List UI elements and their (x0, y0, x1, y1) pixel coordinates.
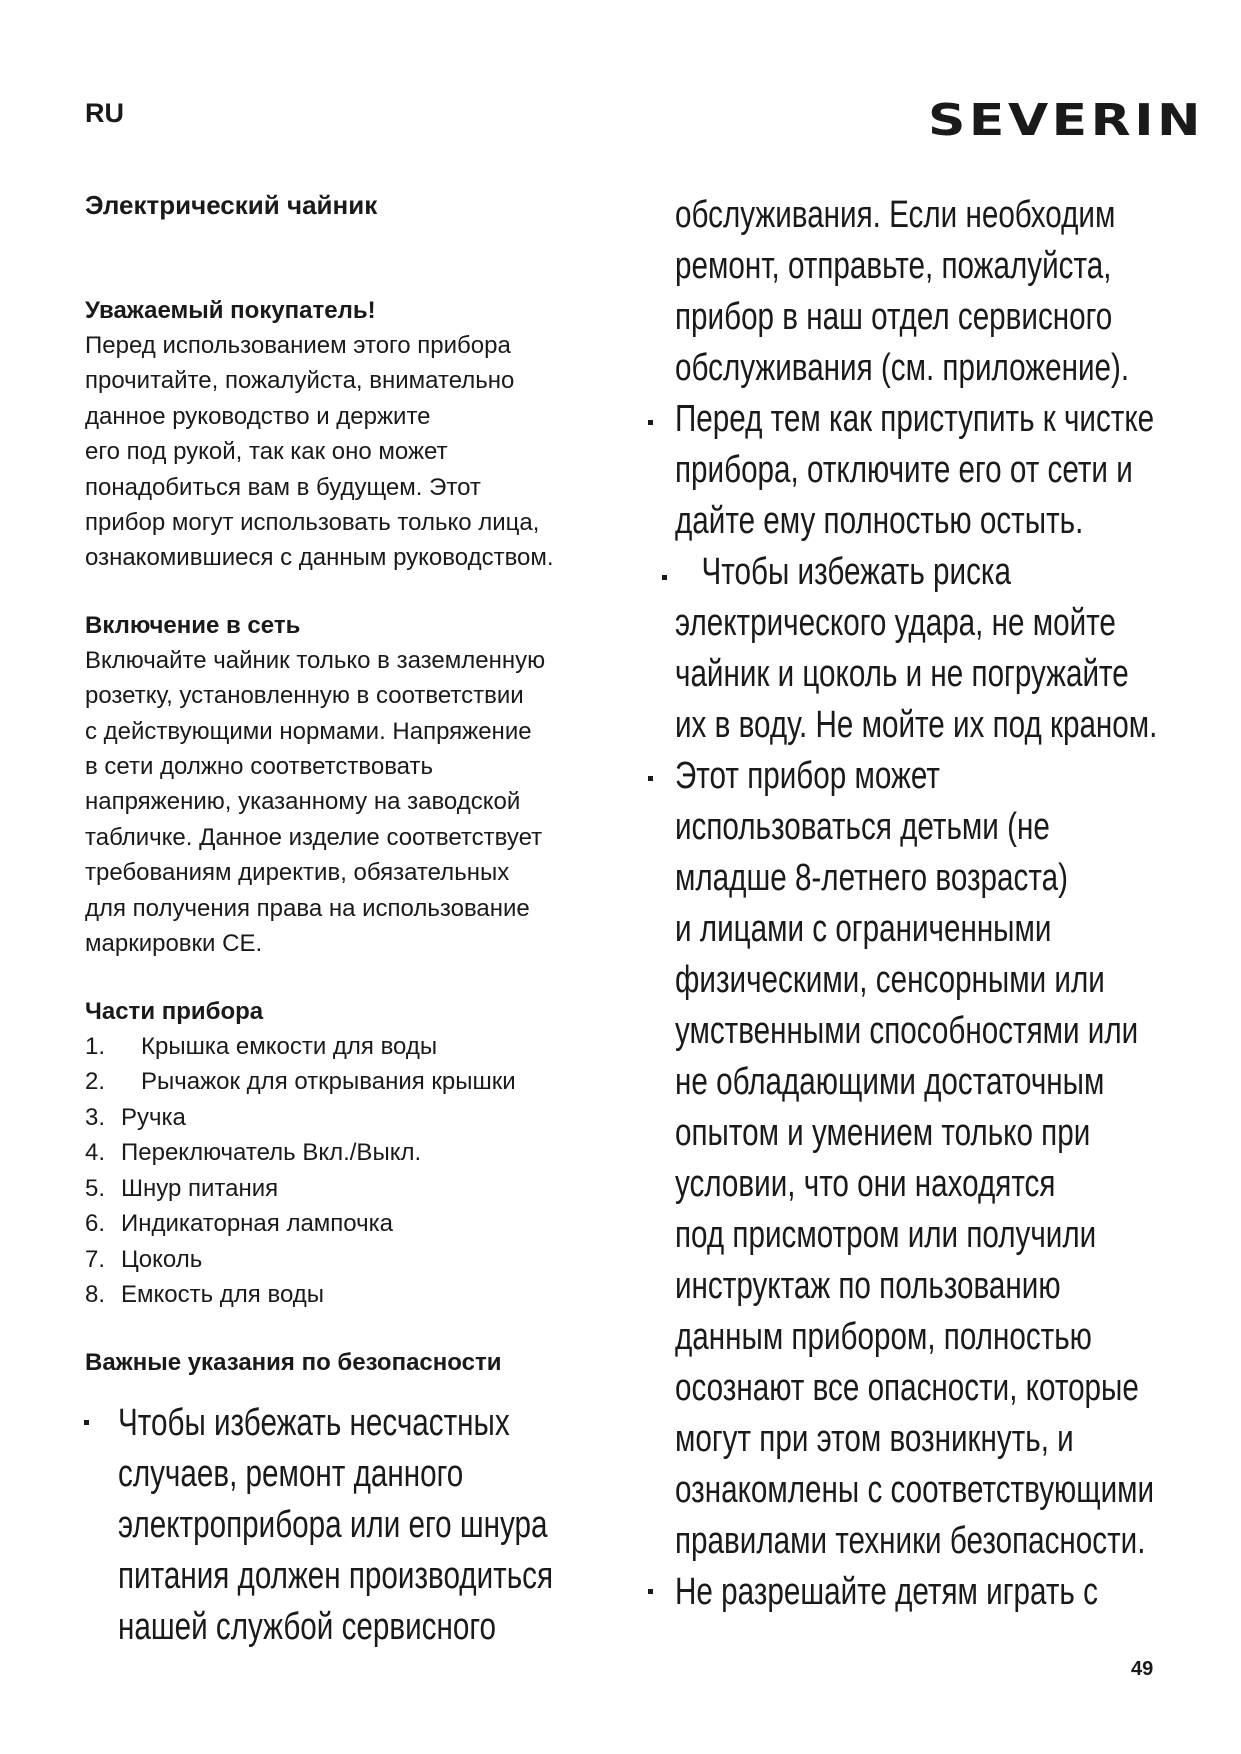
item-text: Ручка (121, 1103, 186, 1131)
safety-text-left (118, 1398, 553, 1653)
safety-line: могут при этом возникнуть, и (675, 1418, 1074, 1460)
language-code: RU (85, 98, 124, 128)
intro-line: ознакомившиеся с данным руководством. (85, 544, 554, 572)
power-line: напряжению, указанному на заводской (85, 788, 521, 816)
safety-line: ознакомлены с соответствующими (675, 1469, 1155, 1511)
power-paragraph (85, 643, 605, 962)
power-heading: Включение в сеть (85, 611, 301, 639)
safety-line: под присмотром или получили (675, 1214, 1097, 1256)
safety-line: Не разрешайте детям играть с (675, 1571, 1098, 1613)
intro-line: прочитайте, пожалуйста, внимательно (85, 367, 515, 395)
item-number: 6. (85, 1210, 106, 1237)
safety-line: обслуживания (см. приложение). (675, 347, 1130, 389)
safety-line: Чтобы избежать риска (701, 551, 1012, 593)
safety-line: не обладающими достаточным (675, 1061, 1105, 1103)
item-number: 1. (85, 1032, 106, 1060)
bullet-marker (648, 420, 653, 425)
bullet-marker (662, 575, 667, 580)
safety-line: обслуживания. Если необходим (675, 194, 1116, 236)
document-title: Электрический чайник (85, 190, 378, 220)
power-line: Включайте чайник только в заземленную (85, 646, 546, 674)
intro-line: его под рукой, так как оно может (85, 438, 448, 466)
item-number: 7. (85, 1245, 106, 1273)
safety-line: условии, что они находятся (675, 1163, 1056, 1205)
intro-line: прибор могут использовать только лица, (85, 509, 540, 537)
power-line: табличке. Данное изделие соответствует (85, 823, 543, 851)
item-number: 3. (85, 1103, 106, 1131)
safety-line: младше 8-летнего возраста) (675, 857, 1068, 899)
left-column (85, 190, 605, 1380)
safety-line: прибора, отключите его от сети и (675, 449, 1133, 491)
item-text: Крышка емкости для воды (141, 1032, 438, 1060)
intro-line: данное руководство и держите (85, 402, 431, 430)
intro-line: понадобиться вам в будущем. Этот (85, 473, 481, 501)
list-item (85, 1206, 605, 1242)
item-text: Цоколь (121, 1245, 203, 1273)
list-item (85, 1277, 605, 1313)
power-line: маркировки CE. (85, 930, 263, 958)
safety-line: электроприбора или его шнура (118, 1504, 548, 1546)
page-number: 49 (1131, 1658, 1154, 1680)
power-line: требованиям директив, обязательных (85, 859, 510, 887)
item-text: Рычажок для открывания крышки (141, 1068, 516, 1095)
power-line: с действующими нормами. Напряжение (85, 717, 532, 745)
safety-line: инструктаж по пользованию (675, 1265, 1061, 1307)
intro-heading: Уважаемый покупатель! (85, 297, 376, 324)
safety-heading: Важные указания по безопасности (85, 1348, 502, 1376)
list-item (85, 1135, 605, 1171)
item-number: 2. (85, 1068, 106, 1095)
safety-line: нашей службой сервисного (118, 1606, 497, 1648)
parts-list (85, 1029, 605, 1313)
bullet-marker (648, 1589, 653, 1594)
safety-line: дайте ему полностью остыть. (675, 500, 1084, 542)
safety-line: умственными способностями или (675, 1010, 1139, 1052)
parts-heading: Части прибора (85, 997, 264, 1025)
item-number: 8. (85, 1281, 106, 1308)
safety-line: случаев, ремонт данного (118, 1453, 464, 1495)
safety-line: питания должен производиться (118, 1555, 554, 1597)
bullet-marker (648, 776, 653, 781)
power-line: для получения права на использование (85, 894, 530, 922)
safety-line: данным прибором, полностью (675, 1316, 1092, 1358)
item-number: 4. (85, 1139, 106, 1166)
safety-line: и лицами с ограниченными (675, 908, 1052, 950)
safety-line: использоваться детьми (не (675, 806, 1050, 848)
bullet-marker (84, 1420, 89, 1425)
item-text: Шнур питания (121, 1174, 279, 1202)
safety-line: чайник и цоколь и не погружайте (675, 653, 1129, 695)
item-number: 5. (85, 1174, 106, 1202)
safety-line: Перед тем как приступить к чистке (675, 398, 1155, 440)
safety-line: электрического удара, не мойте (675, 602, 1116, 644)
safety-line: прибор в наш отдел сервисного (675, 296, 1113, 338)
item-text: Индикаторная лампочка (121, 1210, 393, 1237)
list-item (85, 1029, 605, 1065)
safety-line: опытом и умением только при (675, 1112, 1091, 1154)
item-text: Переключатель Вкл./Выкл. (121, 1139, 422, 1166)
safety-line: Этот прибор может (675, 755, 940, 797)
intro-line: Перед использованием этого прибора (85, 332, 511, 359)
intro-paragraph (85, 328, 605, 576)
safety-line: осознают все опасности, которые (675, 1367, 1139, 1409)
list-item (85, 1064, 605, 1100)
power-line: в сети должно соответствовать (85, 753, 433, 781)
safety-line: правилами техники безопасности. (675, 1520, 1146, 1562)
safety-line: физическими, сенсорными или (675, 959, 1105, 1001)
list-item (85, 1171, 605, 1207)
safety-text-right (675, 190, 1157, 1618)
power-line: розетку, установленную в соответствии (85, 682, 524, 710)
item-text: Емкость для воды (121, 1281, 325, 1308)
safety-line: их в воду. Не мойте их под краном. (675, 704, 1158, 746)
list-item (85, 1100, 605, 1136)
safety-line: Чтобы избежать несчастных (118, 1402, 510, 1444)
brand-logo: SEVERIN (928, 95, 1205, 146)
safety-line: ремонт, отправьте, пожалуйста, (675, 245, 1112, 287)
list-item (85, 1242, 605, 1278)
